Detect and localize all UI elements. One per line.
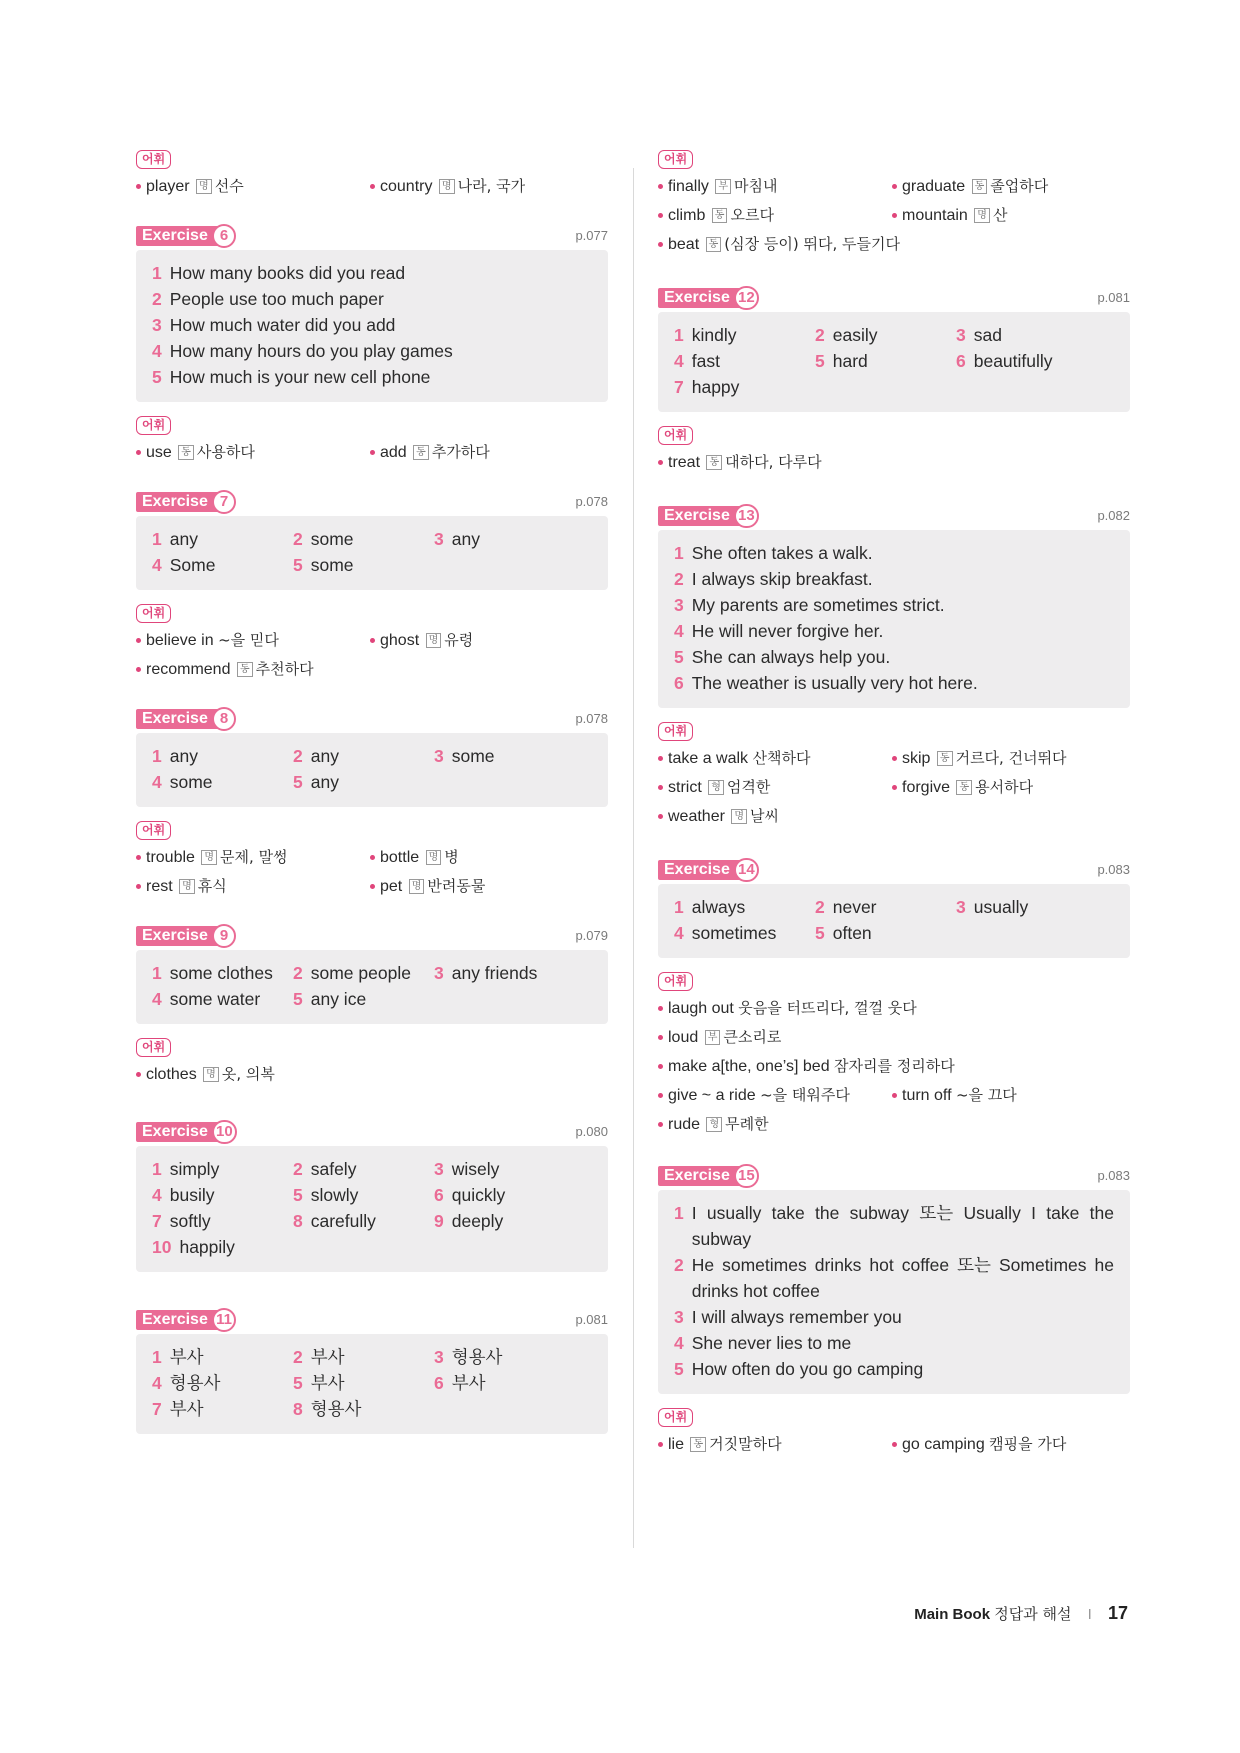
exercise-number: 8 — [212, 707, 236, 731]
vocab-label: 어휘 — [136, 1038, 171, 1057]
vocab-block — [658, 426, 1130, 474]
exercise-number: 13 — [734, 504, 759, 528]
vocab-label: 어휘 — [136, 821, 171, 840]
answer-item: 6 부사 — [434, 1373, 486, 1393]
answer-item: 1 How many books did you read — [152, 263, 406, 283]
vocab-item: graduate 동 졸업하다 — [892, 175, 1130, 198]
answer-item: 1 kindly — [674, 325, 737, 345]
answer-box — [658, 884, 1130, 958]
right-column — [658, 150, 1130, 1470]
answer-box — [136, 1146, 608, 1272]
answer-box — [658, 530, 1130, 708]
vocab-label: 어휘 — [658, 722, 693, 741]
answer-box — [658, 312, 1130, 412]
exercise-label: Exercise — [658, 288, 754, 308]
page-ref: p.080 — [575, 1124, 608, 1139]
exercise-number: 11 — [212, 1308, 236, 1332]
vocab-item: turn off ~을 끄다 — [892, 1084, 1130, 1107]
answer-item: 4 fast — [674, 351, 720, 371]
answer-item: 3 any friends — [434, 963, 538, 983]
answer-item: 9 deeply — [434, 1211, 504, 1231]
vocab-item: recommend 동 추천하다 — [136, 658, 608, 681]
exercise-number: 6 — [212, 224, 236, 248]
answer-item: 2 any — [293, 746, 339, 766]
answer-item: 1 always — [674, 897, 746, 917]
page-ref: p.081 — [575, 1312, 608, 1327]
vocab-item: skip 동 거르다, 건너뛰다 — [892, 747, 1130, 770]
answer-item: 5 some — [293, 555, 354, 575]
answer-item: 7 부사 — [152, 1399, 204, 1419]
page-ref: p.079 — [575, 928, 608, 943]
vocab-label: 어휘 — [658, 1408, 693, 1427]
answer-item: 2 some people — [293, 963, 411, 983]
vocab-block — [136, 1038, 608, 1086]
exercise-label: Exercise — [136, 1122, 232, 1142]
answer-item: 4 How many hours do you play games — [152, 341, 453, 361]
answer-box — [136, 516, 608, 590]
vocab-item: weather 명 날씨 — [658, 805, 1130, 828]
exercise-label: Exercise — [136, 492, 232, 512]
answer-item: 7 happy — [674, 377, 740, 397]
exercise-15 — [658, 1164, 1130, 1394]
page-footer — [914, 1603, 1128, 1624]
vocab-item: pet 명 반려동물 — [370, 875, 608, 898]
footer-separator: I — [1087, 1606, 1092, 1623]
page-ref: p.078 — [575, 494, 608, 509]
vocab-item: country 명 나라, 국가 — [370, 175, 608, 198]
answer-item: 6 The weather is usually very hot here. — [674, 673, 978, 693]
answer-item: 1 simply — [152, 1159, 220, 1179]
answer-item: 2 never — [815, 897, 877, 917]
answer-item: 3 any — [434, 529, 480, 549]
exercise-12 — [658, 286, 1130, 412]
vocab-item: make a[the, one’s] bed 잠자리를 정리하다 — [658, 1055, 1130, 1078]
vocab-item: rest 명 휴식 — [136, 875, 370, 898]
answer-item: 3 My parents are sometimes strict. — [674, 595, 945, 615]
page-ref: p.077 — [575, 228, 608, 243]
vocab-item: go camping 캠핑을 가다 — [892, 1433, 1130, 1456]
answer-item: 3 wisely — [434, 1159, 500, 1179]
vocab-item: believe in ~을 믿다 — [136, 629, 370, 652]
vocab-item: trouble 명 문제, 말썽 — [136, 846, 370, 869]
exercise-14 — [658, 858, 1130, 958]
vocab-item: finally 부 마침내 — [658, 175, 892, 198]
vocab-item: mountain 명 산 — [892, 204, 1130, 227]
answer-item: 5 How much is your new cell phone — [152, 367, 431, 387]
vocab-item: treat 동 대하다, 다루다 — [658, 451, 1130, 474]
answer-item: 5 any — [293, 772, 339, 792]
vocab-item: strict 형 엄격한 — [658, 776, 892, 799]
exercise-9 — [136, 924, 608, 1024]
vocab-item: forgive 동 용서하다 — [892, 776, 1130, 799]
vocab-item: use 동 사용하다 — [136, 441, 370, 464]
vocab-item: take a walk 산책하다 — [658, 747, 892, 770]
answer-item: 5 hard — [815, 351, 868, 371]
answer-box — [658, 1190, 1130, 1394]
exercise-13 — [658, 504, 1130, 708]
answer-item: 2 부사 — [293, 1347, 345, 1367]
page-ref: p.083 — [1097, 1168, 1130, 1183]
answer-item: 2 easily — [815, 325, 878, 345]
exercise-8 — [136, 707, 608, 807]
answer-box — [136, 250, 608, 402]
exercise-number: 9 — [212, 924, 236, 948]
exercise-10 — [136, 1120, 608, 1272]
answer-box — [136, 1334, 608, 1434]
vocab-block — [136, 604, 608, 681]
vocab-item: clothes 명 옷, 의복 — [136, 1063, 370, 1086]
answer-item: 4 some — [152, 772, 213, 792]
answer-item: 6 quickly — [434, 1185, 506, 1205]
vocab-block — [658, 722, 1130, 828]
page-ref: p.078 — [575, 711, 608, 726]
answer-item: 3 How much water did you add — [152, 315, 396, 335]
answer-item: 1 부사 — [152, 1347, 204, 1367]
exercise-7 — [136, 490, 608, 590]
exercise-label: Exercise — [658, 506, 754, 526]
exercise-label: Exercise — [658, 1166, 754, 1186]
vocab-item: give ~ a ride ~을 태워주다 — [658, 1084, 892, 1107]
vocab-item: loud 부 큰소리로 — [658, 1026, 1130, 1049]
answer-item: 2 safely — [293, 1159, 357, 1179]
answer-item: 6 beautifully — [956, 351, 1053, 371]
answer-item: 1 some clothes — [152, 963, 273, 983]
answer-item: 5 How often do you go camping — [674, 1359, 924, 1379]
answer-item: 4 busily — [152, 1185, 215, 1205]
answer-box — [136, 733, 608, 807]
page-ref: p.081 — [1097, 290, 1130, 305]
vocab-item: beat 동 (심장 등이) 뛰다, 두들기다 — [658, 233, 1130, 256]
vocab-label: 어휘 — [658, 426, 693, 445]
vocab-label: 어휘 — [658, 972, 693, 991]
answer-item: 4 some water — [152, 989, 261, 1009]
vocab-item: rude 형 무례한 — [658, 1113, 1130, 1136]
answer-item: 4 sometimes — [674, 923, 777, 943]
vocab-block — [658, 972, 1130, 1136]
exercise-label: Exercise — [136, 1310, 232, 1330]
answer-item: 5 slowly — [293, 1185, 359, 1205]
vocab-label: 어휘 — [136, 416, 171, 435]
exercise-11 — [136, 1308, 608, 1434]
page-number: 17 — [1107, 1603, 1128, 1623]
book-title: Main Book — [914, 1606, 991, 1623]
answer-item: 1 any — [152, 529, 198, 549]
vocab-block — [658, 1408, 1130, 1456]
exercise-number: 14 — [734, 858, 759, 882]
answer-item: 7 softly — [152, 1211, 211, 1231]
column-divider — [633, 168, 634, 1548]
vocab-item: ghost 명 유령 — [370, 629, 608, 652]
answer-item: 8 carefully — [293, 1211, 376, 1231]
answer-item: 5 She can always help you. — [674, 647, 891, 667]
exercise-6 — [136, 224, 608, 402]
answer-item: 1 She often takes a walk. — [674, 543, 873, 563]
exercise-label: Exercise — [658, 860, 754, 880]
vocab-item: player 명 선수 — [136, 175, 370, 198]
answer-item: 8 형용사 — [293, 1399, 362, 1419]
left-column — [136, 150, 608, 1448]
exercise-number: 12 — [734, 286, 759, 310]
page-ref: p.082 — [1097, 508, 1130, 523]
vocab-item: laugh out 웃음을 터뜨리다, 껄껄 웃다 — [658, 997, 1130, 1020]
answer-item: 3 형용사 — [434, 1347, 503, 1367]
answer-item: 1 any — [152, 746, 198, 766]
answer-item: 2 I always skip breakfast. — [674, 569, 873, 589]
exercise-label: Exercise — [136, 226, 232, 246]
vocab-label: 어휘 — [658, 150, 693, 169]
answer-item: 3 usually — [956, 897, 1029, 917]
answer-item: 4 He will never forgive her. — [674, 621, 884, 641]
vocab-block — [136, 150, 608, 198]
answer-item: 3 sad — [956, 325, 1002, 345]
answer-item: 5 부사 — [293, 1373, 345, 1393]
answer-item: 2 some — [293, 529, 354, 549]
answer-item: 4 형용사 — [152, 1373, 221, 1393]
answer-box — [136, 950, 608, 1024]
exercise-label: Exercise — [136, 926, 232, 946]
vocab-item: add 동 추가하다 — [370, 441, 608, 464]
exercise-number: 10 — [212, 1120, 237, 1144]
exercise-number: 7 — [212, 490, 236, 514]
vocab-item: climb 동 오르다 — [658, 204, 892, 227]
vocab-block — [136, 416, 608, 464]
answer-item: 5 often — [815, 923, 872, 943]
answer-item: 4 She never lies to me — [674, 1333, 852, 1353]
answer-item: 1 I usually take the subway 또는 Usually I take the subway — [674, 1203, 1114, 1249]
book-subtitle: 정답과 해설 — [994, 1605, 1072, 1623]
vocab-label: 어휘 — [136, 150, 171, 169]
vocab-item: lie 동 거짓말하다 — [658, 1433, 892, 1456]
vocab-label: 어휘 — [136, 604, 171, 623]
vocab-block — [658, 150, 1130, 256]
answer-item: 2 People use too much paper — [152, 289, 384, 309]
exercise-number: 15 — [734, 1164, 759, 1188]
answer-item: 4 Some — [152, 555, 216, 575]
vocab-block — [136, 821, 608, 898]
page-ref: p.083 — [1097, 862, 1130, 877]
answer-item: 10 happily — [152, 1237, 235, 1257]
answer-item: 5 any ice — [293, 989, 367, 1009]
answer-item: 3 I will always remember you — [674, 1307, 902, 1327]
exercise-label: Exercise — [136, 709, 232, 729]
answer-item: 2 He sometimes drinks hot coffee 또는 Sometimes he drinks hot coffee — [674, 1255, 1114, 1301]
vocab-item: bottle 명 병 — [370, 846, 608, 869]
answer-item: 3 some — [434, 746, 495, 766]
